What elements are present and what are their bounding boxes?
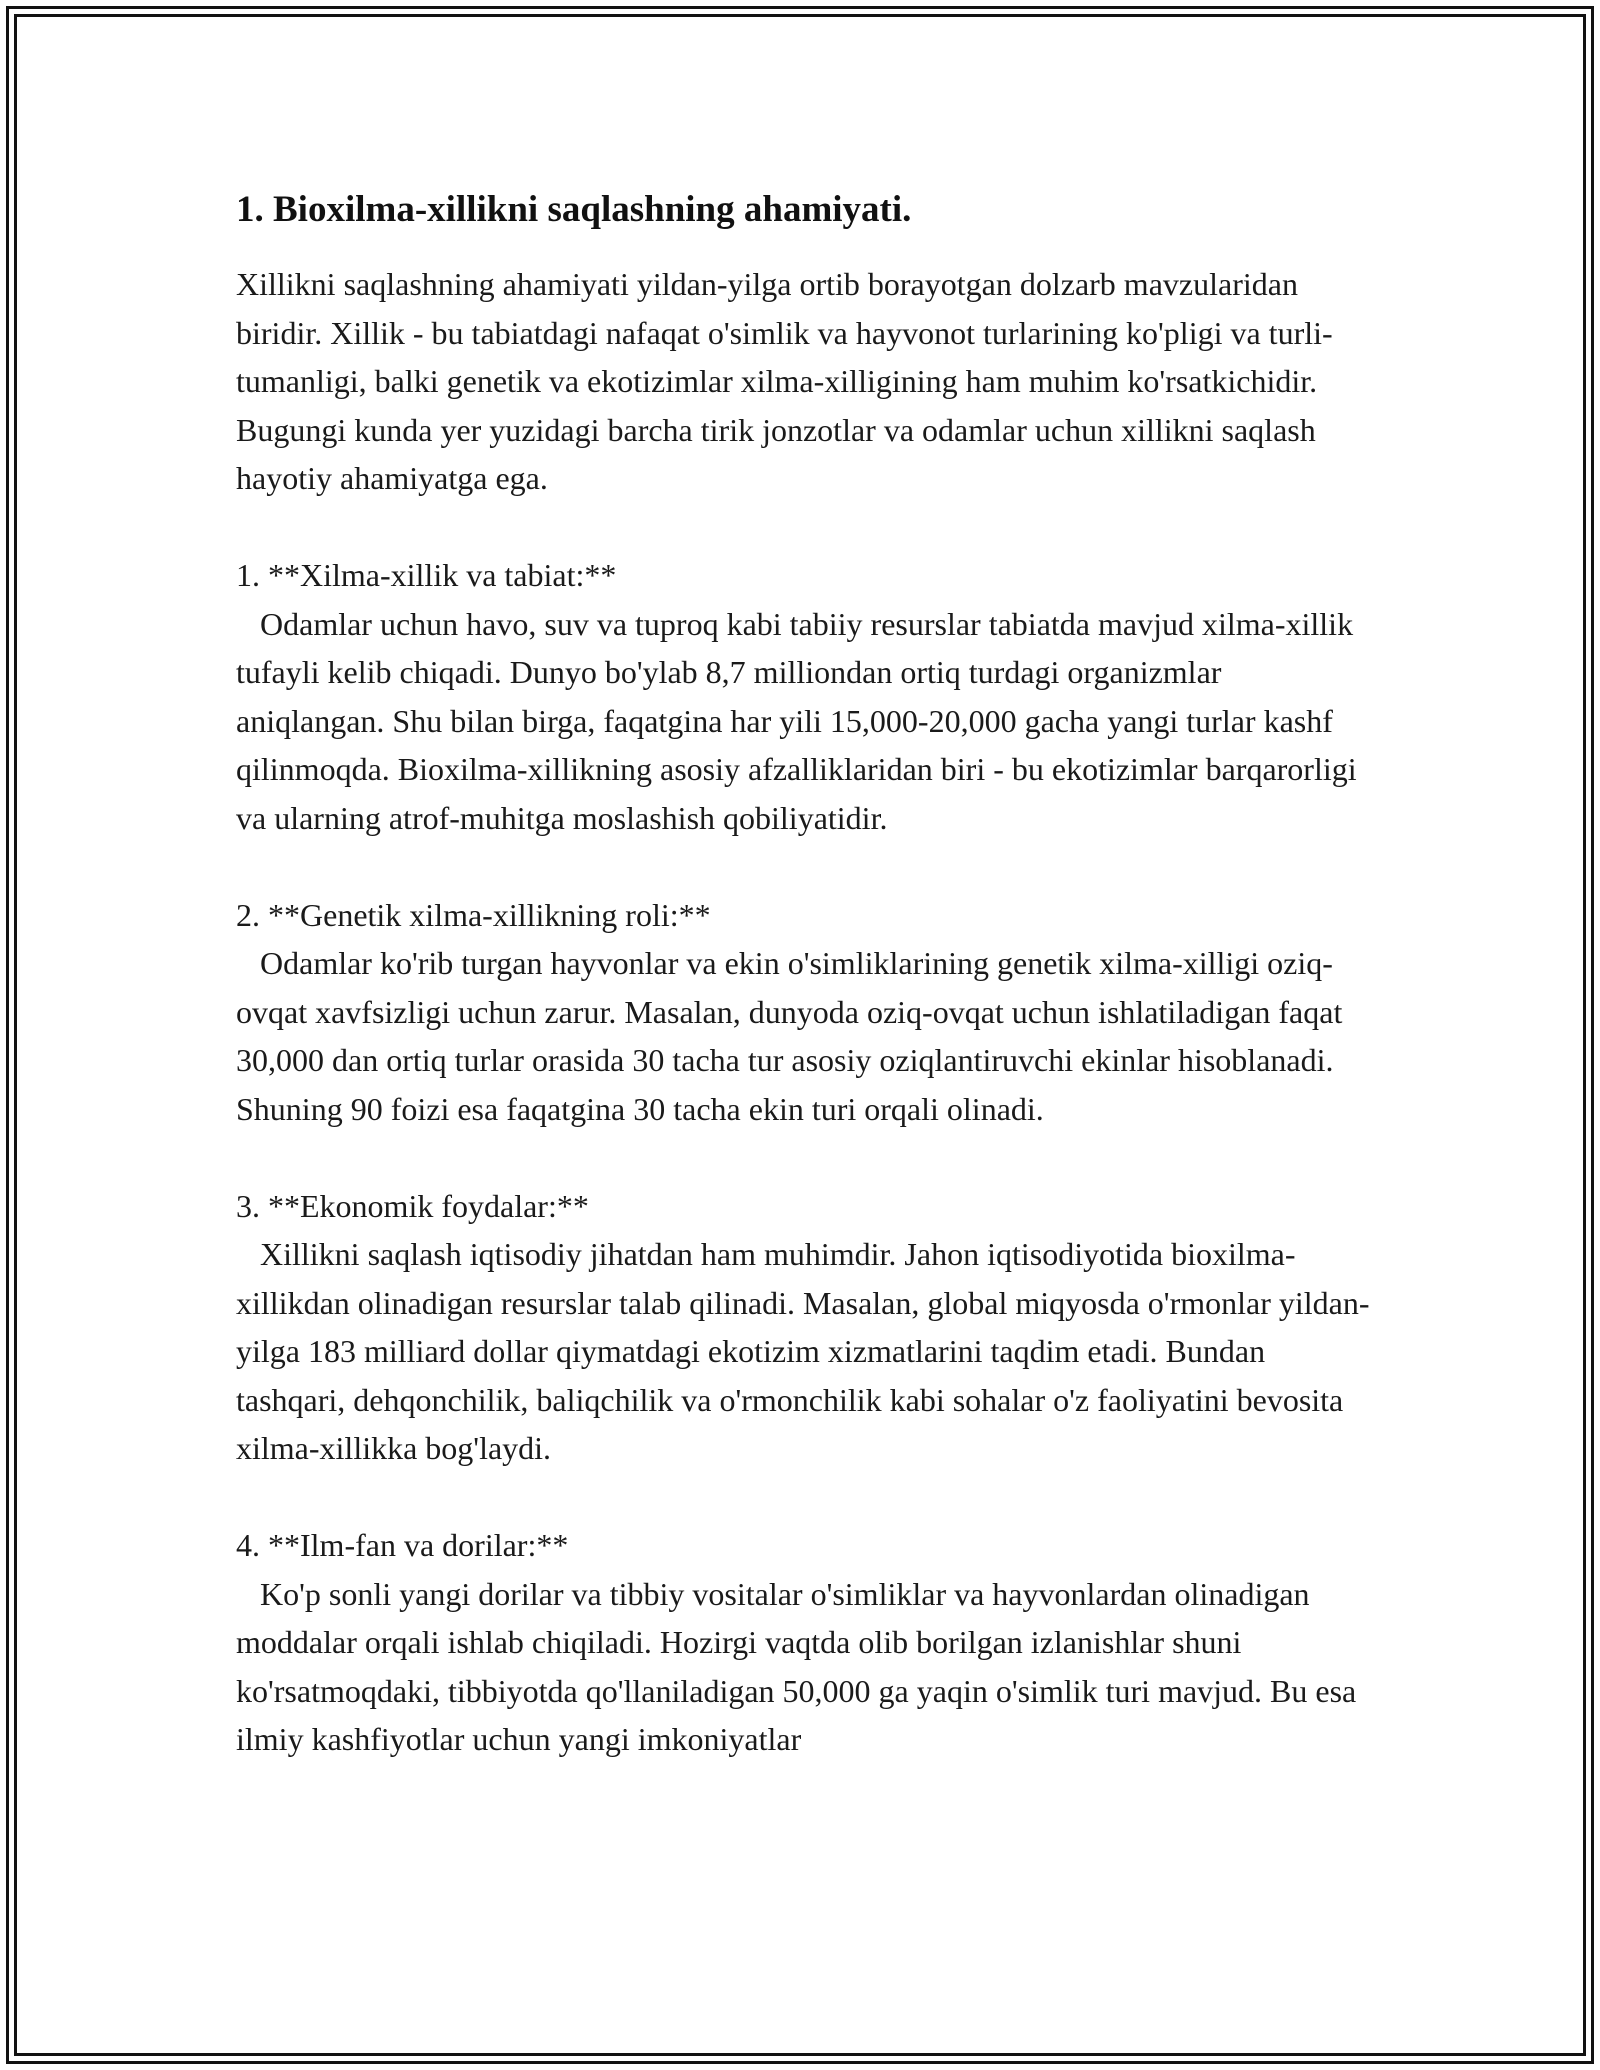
section-heading: 3. **Ekonomik foydalar:** — [236, 1187, 589, 1224]
section-heading: 1. **Xilma-xillik va tabiat:** — [236, 557, 617, 593]
document-title: 1. Bioxilma-xillikni saqlashning ahamiyati. — [236, 189, 912, 230]
section — [236, 1182, 1376, 1473]
section-body: Odamlar uchun havo, suv va tuproq kabi tabiiy resurslar tabiatda mavjud xilma-xillik tufayli kelib chiqadi. Dunyo bo'ylab 8,7 milliondan ortiq turdagi organizmlar aniqlangan. Shu bilan birga, faqatgina har yili 15,000-20,000 gacha yangi turlar kashf qilinmoqda. Bioxilma-xillikning asosiy afzalliklaridan biri - bu ekotizimlar barqarorligi va ularning atrof-muhitga moslashish qobiliyatidir. — [236, 605, 1365, 836]
intro-paragraph: Xillikni saqlashning ahamiyati yildan-yilga ortib borayotgan dolzarb mavzularidan biridir. Xillik - bu tabiatdagi nafaqat o'simlik va hayvonot turlarining ko'pligi va turli-tumanligi, balki genetik va ekotizimlar xilma-xilligining ham muhim ko'rsatkichidir. Bugungi kunda yer yuzidagi barcha tirik jonzotlar va odamlar uchun xillikni saqlash hayotiy ahamiyatga ega. — [236, 266, 1333, 496]
section-body: Ko'p sonli yangi dorilar va tibbiy vositalar o'simliklar va hayvonlardan olinadigan moddalar orqali ishlab chiqiladi. Hozirgi vaqtda olib borilgan izlanishlar shuni ko'rsatmoqdaki, tibbiyotda qo'llaniladigan 50,000 ga yaqin o'simlik turi mavjud. Bu esa ilmiy kashfiyotlar uchun yangi imkoniyatlar — [236, 1575, 1365, 1757]
section — [236, 551, 1376, 842]
paragraph-gap — [236, 1133, 1376, 1182]
section — [236, 891, 1376, 1134]
section-heading: 2. **Genetik xilma-xillikning roli:** — [236, 896, 711, 933]
paragraph-gap — [236, 503, 1376, 552]
section-body: Odamlar ko'rib turgan hayvonlar va ekin o'simliklarining genetik xilma-xilligi oziq-ovqat xavfsizligi uchun zarur. Masalan, dunyoda oziq-ovqat uchun ishlatiladigan faqat 30,000 dan ortiq turlar orasida 30 tacha tur asosiy oziqlantiruvchi ekinlar hisoblanadi. Shuning 90 foizi esa faqatgina 30 tacha ekin turi orqali olinadi. — [236, 945, 1351, 1127]
section-heading: 4. **Ilm-fan va dorilar:** — [236, 1527, 569, 1563]
document-body — [236, 186, 1376, 1764]
paragraph-gap — [236, 1473, 1376, 1522]
section-body: Xillikni saqlash iqtisodiy jihatdan ham muhimdir. Jahon iqtisodiyotida bioxilma-xillikdan olinadigan resurslar talab qilinadi. Masalan, global miqyosda o'rmonlar yildan-yilga 183 milliard dollar qiymatdagi ekotizim xizmatlarini taqdim etadi. Bundan tashqari, dehqonchilik, baliqchilik va o'rmonchilik kabi sohalar o'z faoliyatini bevosita xilma-xillikka bog'laydi. — [236, 1236, 1370, 1466]
paragraph-gap — [236, 842, 1376, 891]
section — [236, 1521, 1376, 1764]
